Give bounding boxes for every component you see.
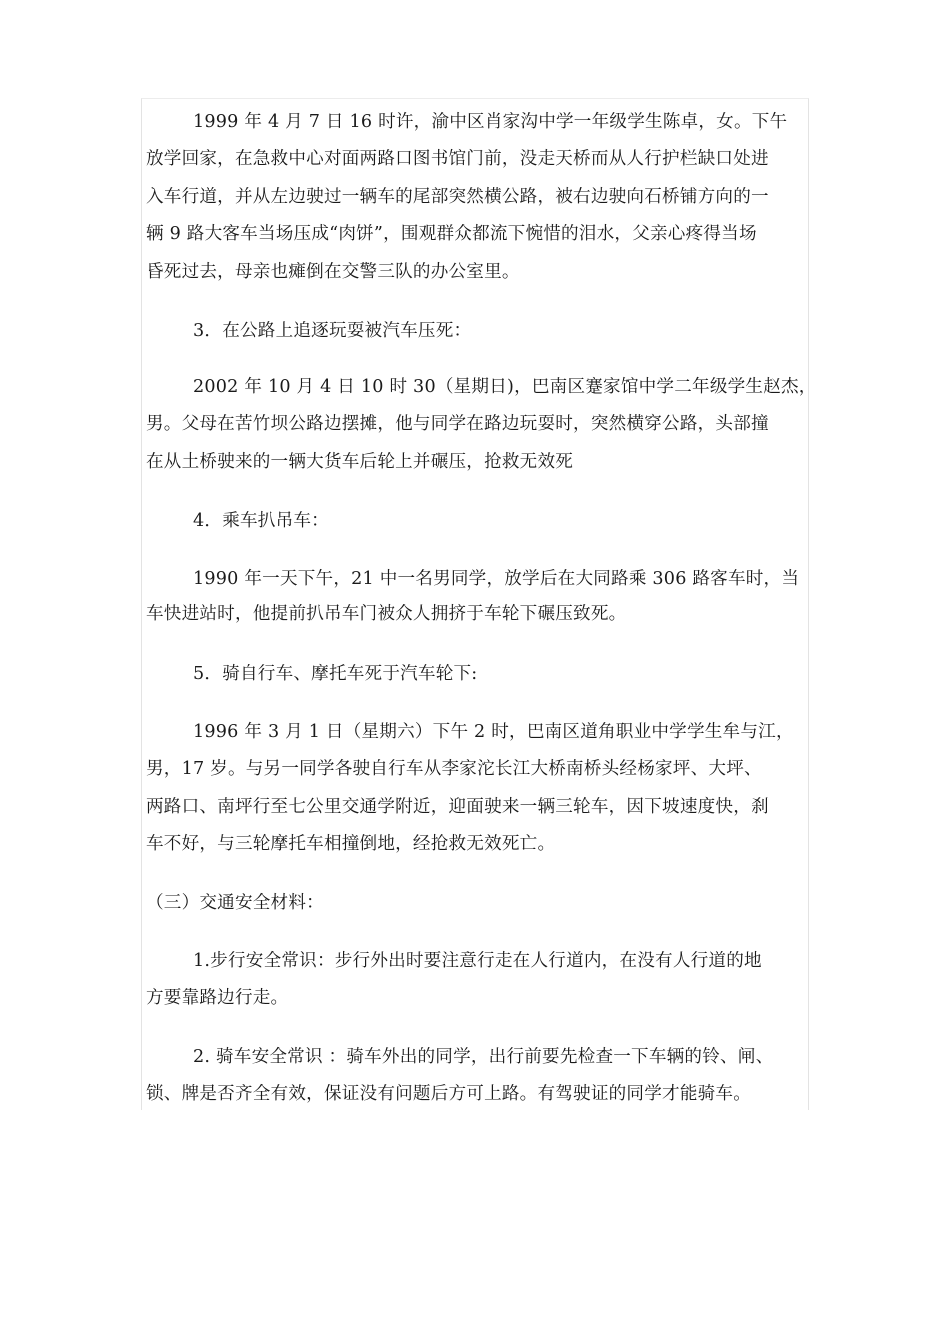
paragraph-line: 昏死过去，母亲也瘫倒在交警三队的办公室里。	[146, 262, 520, 282]
section-title: （三）交通安全材料：	[146, 893, 324, 913]
paragraph-line: 方要靠路边行走。	[146, 988, 289, 1008]
paragraph-line: 两路口、南坪行至七公里交通学附近，迎面驶来一辆三轮车，因下坡速度快，刹	[146, 797, 769, 817]
paragraph-line: 2002 年 10 月 4 日 10 时 30（星期日)，巴南区蹇家馆中学二年级学生赵杰，	[193, 377, 817, 397]
paragraph-line: 锁、牌是否齐全有效，保证没有问题后方可上路。有驾驶证的同学才能骑车。	[146, 1084, 751, 1104]
section-heading: 3．在公路上追逐玩耍被汽车压死：	[193, 321, 472, 341]
paragraph-line: 在从土桥驶来的一辆大货车后轮上并碾压，抢救无效死	[146, 452, 574, 472]
section-heading: 5．骑自行车、摩托车死于汽车轮下:	[193, 664, 478, 684]
paragraph-line: 2. 骑车安全常识 ：骑车外出的同学，出行前要先检查一下车辆的铃、闸、	[193, 1047, 774, 1067]
paragraph-line: 1990 年一天下午，21 中一名男同学，放学后在大同路乘 306 路客车时，当	[193, 569, 800, 589]
paragraph-line: 1996 年 3 月 1 日（星期六）下午 2 时，巴南区道角职业中学学生牟与江，	[193, 722, 794, 742]
paragraph-line: 辆 9 路大客车当场压成“肉饼”，围观群众都流下惋惜的泪水，父亲心疼得当场	[146, 224, 757, 244]
section-heading: 4．乘车扒吊车：	[193, 511, 329, 531]
paragraph-line: 1.步行安全常识：步行外出时要注意行走在人行道内，在没有人行道的地	[193, 951, 762, 971]
paragraph-line: 1999 年 4 月 7 日 16 时许，渝中区肖家沟中学一年级学生陈卓，女。下午	[193, 112, 788, 132]
paragraph-line: 男。父母在苦竹坝公路边摆摊，他与同学在路边玩耍时，突然横穿公路，头部撞	[146, 414, 769, 434]
paragraph-line: 入车行道，并从左边驶过一辆车的尾部突然横公路，被右边驶向石桥铺方向的一	[146, 187, 769, 207]
paragraph-line: 放学回家，在急救中心对面两路口图书馆门前，没走天桥而从人行护栏缺口处进	[146, 149, 769, 169]
paragraph-line: 车不好，与三轮摩托车相撞倒地，经抢救无效死亡。	[146, 834, 556, 854]
paragraph-line: 男，17 岁。与另一同学各驶自行车从李家沱长江大桥南桥头经杨家坪、大坪、	[146, 759, 762, 779]
paragraph-line: 车快进站时，他提前扒吊车门被众人拥挤于车轮下碾压致死。	[146, 604, 627, 624]
